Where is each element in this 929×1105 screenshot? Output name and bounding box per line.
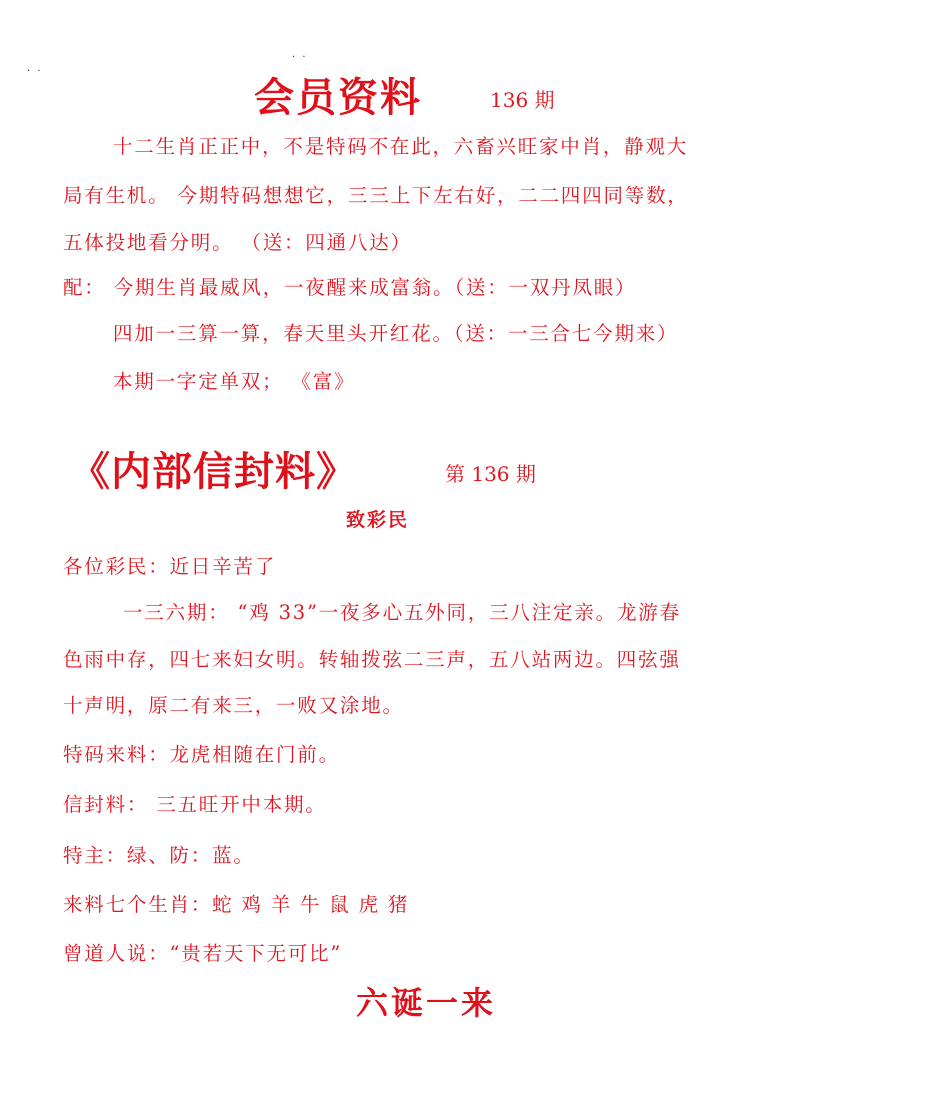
member-line-2: 局有生机。 今期特码想想它，三三上下左右好，二二四四同等数， bbox=[63, 184, 689, 207]
corner-dots-left: · · bbox=[27, 66, 43, 77]
internal-envelope-title: 《内部信封料》 bbox=[70, 448, 357, 495]
info-line-1: 特码来料：龙虎相随在门前。 bbox=[63, 743, 340, 766]
poem-line-2: 色雨中存，四七来妇女明。转轴拨弦二三声，五八站两边。四弦强 bbox=[63, 648, 681, 671]
member-line-3: 五体投地看分明。 （送：四通八达） bbox=[63, 231, 412, 254]
internal-envelope-issue: 第 136 期 bbox=[445, 462, 536, 486]
info-line-2: 信封料： 三五旺开中本期。 bbox=[63, 793, 327, 816]
member-line-4: 配： 今期生肖最威风，一夜醒来成富翁。（送：一双丹凤眼） bbox=[63, 276, 637, 299]
member-info-issue: 136 期 bbox=[490, 88, 555, 112]
member-line-6: 本期一字定单双； 《富》 bbox=[113, 370, 356, 393]
member-line-5: 四加一三算一算，春天里头开红花。（送：一三合七今期来） bbox=[113, 322, 679, 345]
poem-line-3: 十声明，原二有来三，一败又涂地。 bbox=[63, 694, 404, 717]
greeting-line: 各位彩民：近日辛苦了 bbox=[63, 555, 277, 578]
member-info-title: 会员资料 bbox=[254, 74, 422, 121]
info-line-5: 曾道人说：“贵若天下无可比” bbox=[63, 942, 343, 965]
info-line-4: 来料七个生肖：蛇 鸡 羊 牛 鼠 虎 猪 bbox=[63, 893, 410, 916]
member-line-1: 十二生肖正正中，不是特码不在此，六畜兴旺家中肖，静观大 bbox=[113, 135, 689, 158]
info-line-3: 特主：绿、防：蓝。 bbox=[63, 844, 255, 867]
corner-dots-top: · · bbox=[292, 52, 308, 63]
poem-line-1: 一三六期： “鸡 33”一夜多心五外同，三八注定亲。龙游春 bbox=[123, 601, 681, 624]
envelope-subtitle: 致彩民 bbox=[346, 509, 410, 531]
footer-text: 六诞一来 bbox=[356, 984, 497, 1022]
